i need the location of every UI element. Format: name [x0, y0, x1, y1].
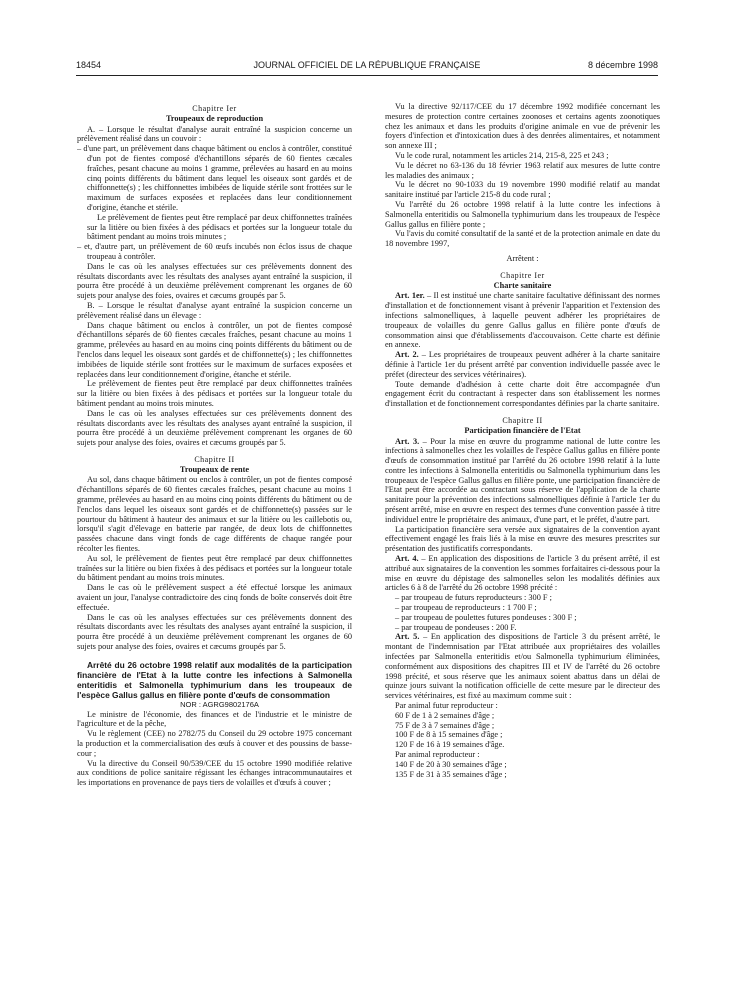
- article-label: Art. 3.: [395, 436, 420, 446]
- paragraph: A. – Lorsque le résultat d'analyse aurait entraîné la suspicion concerne un prélèvement réalisé dans un couvoir :: [77, 124, 352, 144]
- paragraph: Le prélèvement de fientes peut être remplacé par deux chiffonnettes traînées sur la litière ou bien fixées à des pédisacs et portées sur la longueur totale du bâtiment pendant au moins trois minutes.: [77, 379, 352, 408]
- article-text: – Les propriétaires de troupeaux peuvent adhérer à la charte sanitaire définie à l'article 1er du présent arrêté par convention individuelle passée avec le préfet (directeur des services vétérinaires).: [385, 350, 660, 379]
- chapter-subtitle: Participation financière de l'Etat: [464, 425, 581, 435]
- article-text: – En application des dispositions de l'article 3 du présent arrêté, il est attribué aux signataires de la convention les sommes forfaitaires ci-dessous pour la mise en œuvre du dépistage des salmonelles selon les modalités définies aux articles 6 à 8 de l'arrêté du 26 octobre 1998 précité :: [385, 554, 660, 593]
- header-rule: [76, 75, 658, 76]
- paragraph: Vu la directive 92/117/CEE du 17 décembre 1992 modifiée concernant les mesures de protection contre certaines zoonoses et certains agents zoonotiques chez les animaux et dans les produits d'origine animale en vue de prévenir les foyers d'infection et d'intoxication dues à des denrées alimentaires, et notamment son annexe III ;: [385, 102, 660, 151]
- decree-title: Arrêté du 26 octobre 1998 relatif aux modalités de la participation financière de l'Etat à la lutte contre les infections à Salmonella enteritidis et Salmonella typhimurium dans les troupeaux de l'espèce Gallus gallus en filière ponte d'œufs de consommation: [77, 659, 352, 700]
- list-item: 75 F de 3 à 7 semaines d'âge ;: [395, 720, 495, 730]
- article-label: Art. 5.: [395, 632, 420, 642]
- paragraph: B. – Lorsque le résultat d'analyse ayant entraîné la suspicion concerne un prélèvement réalisé dans un élevage :: [77, 300, 352, 320]
- issue-date: 8 décembre 1998: [587, 60, 658, 70]
- journal-title: JOURNAL OFFICIEL DE LA RÉPUBLIQUE FRANÇAISE: [253, 60, 481, 70]
- list-item: 100 F de 8 à 15 semaines d'âge ;: [395, 730, 503, 740]
- chapter-subtitle: Charte sanitaire: [493, 280, 552, 290]
- article-text: – Il est institué une charte sanitaire facultative définissant des normes d'installation et de fonctionnement visant à prévenir l'apparition et l'extension des infections salmonelliques, à laquelle peuvent adhérer les propriétaires de troupeaux de volailles du genre Gallus gallus en filière ponte d'œufs de consommation ainsi que d'établissements d'accouvaison. Cette charte est définie en annexe.: [385, 291, 660, 350]
- list-item: – par troupeau de poulettes futures pondeuses : 300 F ;: [395, 612, 577, 622]
- list-item: 120 F de 16 à 19 semaines d'âge.: [395, 740, 505, 750]
- decree-nor: NOR : AGRG9802176A: [180, 699, 259, 709]
- chapter-title: Chapitre Ier: [500, 270, 545, 280]
- chapter-subtitle: Troupeaux de rente: [179, 464, 250, 474]
- article-label: Art. 1er.: [395, 291, 425, 301]
- right-column: [385, 102, 660, 972]
- paragraph: Vu le décret no 90-1033 du 19 novembre 1990 modifié relatif au mandat sanitaire institué par l'article 215-8 du code rural ;: [385, 180, 660, 200]
- list-item: – par troupeau de futurs reproducteurs : 300 F ;: [395, 593, 552, 603]
- paragraph: Dans le cas où le prélèvement suspect a été effectué lorsque les animaux avaient un jour, l'analyse contradictoire des cinq fonds de boîte conservés doit être effectuée.: [77, 583, 352, 612]
- paragraph: Au sol, dans chaque bâtiment ou enclos à contrôler, un pot de fientes composé d'échantillons séparés de 60 fientes cæcales fraîches, pesant chacune au moins 1 gramme, prélevées au hasard en au moins cinq points différents du bâtiment ou de l'enclos dans lequel les oiseaux sont gardés et de chiffonnette(s) passées sur le pourtour du bâtiment à hauteur des animaux et sur la litière ou les caillebotis ou, lorsqu'il s'agit d'élevage en batterie par rangée, de deux lots de chiffonnettes passées chacune dans vingt fonds de cage différents de chaque rangée pour récolter les fientes.: [77, 475, 352, 554]
- article-3: [385, 437, 660, 525]
- paragraph: Dans chaque bâtiment ou enclos à contrôler, un pot de fientes composé d'échantillons séparés de 60 fientes cæcales fraîches, pesant chacune au moins 1 gramme, prélevées au hasard en au moins cinq points différents du bâtiment ou de l'enclos dans lequel les oiseaux sont gardés et de chiffonnette(s) ; les chiffonnettes imbibées de liquide stérile sont frottées sur le maximum de surfaces exposées et replacées dans leur conditionnement d'origine, étanche et stérile.: [77, 320, 352, 379]
- chapter-title: Chapitre Ier: [192, 104, 237, 113]
- paragraph: Vu la directive du Conseil 90/539/CEE du 15 octobre 1990 modifiée relative aux conditions de police sanitaire régissant les échanges intracommunautaires et les importations en provenance de pays tiers de volailles et d'œufs à couver ;: [77, 758, 352, 788]
- paragraph: La participation financière sera versée aux signataires de la convention ayant effectivement engagé les frais liés à la mise en œuvre des mesures prescrites sur présentation des justificatifs correspondants.: [385, 524, 660, 554]
- paragraph: Vu l'avis du comité consultatif de la santé et de la protection animale en date du 18 novembre 1997,: [385, 229, 660, 249]
- list-item: – par troupeau de reproducteurs : 1 700 F ;: [395, 603, 537, 613]
- paragraph: Dans le cas où les analyses effectuées sur ces prélèvements donnent des résultats discordants avec les résultats des analyses ayant entraîné la suspicion, il pourra être procédé à un deuxième prélèvement comprenant les organes de 60 sujets pour analyse des foies, ovaires et cæcums groupés par 5.: [77, 261, 352, 301]
- chapter-title: Chapitre II: [194, 454, 235, 464]
- paragraph: Vu le décret no 63-136 du 18 février 1963 relatif aux mesures de lutte contre les maladies des animaux ;: [385, 160, 660, 180]
- paragraph: Le prélèvement de fientes peut être remplacé par deux chiffonnettes traînées sur la litière ou bien fixées à des pédisacs et portées sur la longueur totale du bâtiment pendant au moins trois minutes ;: [87, 212, 352, 242]
- list-item: – et, d'autre part, un prélèvement de 60 œufs incubés non éclos issus de chaque troupeau à contrôler.: [77, 242, 352, 261]
- article-text: – En application des dispositions de l'article 3 du présent arrêté, le montant de l'indemnisation par l'Etat attribuée aux propriétaires des volailles infectées par Salmonella enteritidis et/ou Salmonella typhimurium éliminées, conformément aux dispositions des chapitres III et IV de l'arrêté du 26 octobre 1998 précité, et sous réserve que les animaux soient abattus dans un délai de quinze jours suivant la notification officielle de cette mesure par le directeur des services vétérinaires, est fixé au maximum comme suit :: [385, 632, 660, 701]
- page-header: [76, 58, 658, 74]
- chapter-subtitle: Troupeaux de reproduction: [165, 113, 264, 123]
- article-label: Art. 2.: [395, 350, 419, 360]
- left-column: [77, 102, 352, 972]
- article-label: Art. 4.: [395, 554, 419, 564]
- paragraph: Dans le cas où les analyses effectuées sur ces prélèvements donnent des résultats discordants avec les résultats des analyses ayant entraîné la suspicion, il pourra être procédé à un deuxième prélèvement comprenant les organes de 60 sujets pour analyse des foies, ovaires et cæcums groupés par 5.: [77, 408, 352, 448]
- list-item: 140 F de 20 à 30 semaines d'âge ;: [395, 759, 507, 769]
- list-item: – par troupeau de pondeuses : 200 F.: [395, 622, 517, 632]
- paragraph: Le ministre de l'économie, des finances et de l'industrie et le ministre de l'agriculture et de la pêche,: [77, 709, 352, 729]
- list-item: 135 F de 31 à 35 semaines d'âge ;: [395, 769, 507, 779]
- list-item: – d'une part, un prélèvement dans chaque bâtiment ou enclos à contrôler, constitué d'un pot de fientes composé d'échantillons séparés de 60 fientes cæcales fraîches, pesant chacune au moins 1 gramme, prélevées au hasard en au moins cinq points différents du bâtiment dans lequel les oiseaux sont gardés et de chiffonnette(s) ; les chiffonnettes imbibées de liquide stérile sont frottées sur le maximum de surfaces exposées et replacées dans leur conditionnement d'origine, étanche et stérile.: [77, 144, 352, 212]
- paragraph: Dans le cas où les analyses effectuées sur ces prélèvements donnent des résultats discordants avec les résultats des analyses ayant entraîné la suspicion, il pourra être procédé à un deuxième prélèvement comprenant les organes de 60 sujets pour analyse des foies, ovaires et cæcums groupés par 5.: [77, 612, 352, 652]
- paragraph: Vu le règlement (CEE) no 2782/75 du Conseil du 29 octobre 1975 concernant la production et la commercialisation des œufs à couver et des poussins de basse-cour ;: [77, 729, 352, 758]
- paragraph: Au sol, le prélèvement de fientes peut être remplacé par deux chiffonnettes traînées sur la litière ou bien fixées à des pédisacs et portées sur la longueur totale du bâtiment pendant au moins trois minutes.: [77, 553, 352, 583]
- chapter-title: Chapitre II: [502, 415, 543, 425]
- paragraph: Toute demande d'adhésion à cette charte doit être accompagnée d'un engagement écrit du contractant à respecter dans son établissement les normes d'installation et de fonctionnement correspondantes définies par la charte sanitaire.: [385, 379, 660, 409]
- list-heading: Par animal reproducteur :: [395, 750, 480, 759]
- paragraph: Vu le code rural, notamment les articles 214, 215-8, 225 et 243 ;: [395, 150, 609, 160]
- article-text: – Pour la mise en œuvre du programme national de lutte contre les infections à salmonelles chez les volailles de l'espèce Gallus gallus en filière ponte d'œufs de consommation institué par l'arrêté du 26 octobre 1998 relatif à la lutte contre les infections à Salmonella enteritidis ou Salmonella typhimurium dans les troupeaux de l'espèce Gallus gallus en filière ponte, une participation financière de l'Etat peut être accordée au contractant sous réserve de l'application de la charte sanitaire pour la prévention des infections salmonelliques définie à l'article 1er du présent arrêté, mise en œuvre en respect des termes d'une convention passée à titre individuel entre le propriétaire des animaux, d'une part, et le préfet, d'autre part.: [385, 436, 660, 524]
- arretent-heading: Arrêtent :: [506, 253, 539, 263]
- list-heading: Par animal futur reproducteur :: [395, 701, 498, 711]
- list-item: 60 F de 1 à 2 semaines d'âge ;: [395, 710, 495, 720]
- article-5: [385, 632, 660, 701]
- article-1: [385, 291, 660, 350]
- paragraph: Vu l'arrêté du 26 octobre 1998 relatif à la lutte contre les infections à Salmonella enteritidis ou Salmonella typhimurium dans les troupeaux de l'espèce Gallus gallus en filière ponte ;: [385, 199, 660, 229]
- article-2: [385, 350, 660, 379]
- page-number: 18454: [76, 60, 102, 70]
- article-4: [385, 554, 660, 593]
